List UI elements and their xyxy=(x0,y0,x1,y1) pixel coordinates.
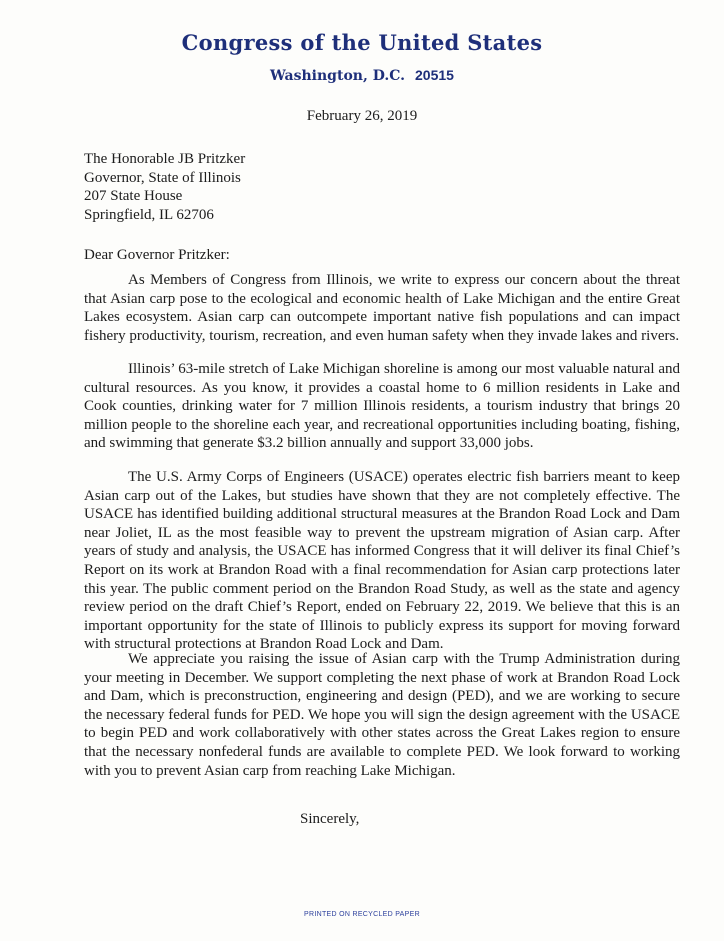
recipient-address xyxy=(84,150,245,224)
body-paragraph-1: As Members of Congress from Illinois, we write to express our concern about the threat that Asian carp pose to the ecological and economic health of Lake Michigan and the entire Great Lakes ecosystem. Asian carp can outcompete important native fish populations and can impact fishery productivity, tourism, recreation, and even human safety when they invade lakes and rivers. xyxy=(84,272,680,344)
body-paragraph-2: Illinois’ 63-mile stretch of Lake Michigan shoreline is among our most valuable natural and cultural resources. As you know, it provides a coastal home to 6 million residents in Lake and Cook counties, drinking water for 7 million Illinois residents, a tourism industry that brings 20 million people to the shoreline each year, and recreational opportunities including boating, fishing, and swimming that generate $3.2 billion annually and support 33,000 jobs. xyxy=(84,361,680,452)
salutation: Dear Governor Pritzker: xyxy=(84,247,230,263)
letterhead-zip: 20515 xyxy=(415,67,454,83)
recipient-name: The Honorable JB Pritzker xyxy=(84,151,246,167)
letter-date: February 26, 2019 xyxy=(306,108,418,124)
body-paragraph-4: We appreciate you raising the issue of Asian carp with the Trump Administration during your meeting in December. We support completing the next phase of work at Brandon Road Lock and Dam, which is preconstruction, engineering and design (PED), and we are working to secure the necessary federal funds for PED. We hope you will sign the design agreement with the USACE to begin PED and work collaboratively with other states across the Great Lakes region to ensure that the necessary nonfederal funds are available to complete PED. We look forward to working with you to prevent Asian carp from reaching Lake Michigan. xyxy=(84,651,680,779)
recipient-title: Governor, State of Illinois xyxy=(84,169,241,186)
recycled-paper-footer: PRINTED ON RECYCLED PAPER xyxy=(304,911,420,918)
letterhead-city: Washington, D.C. xyxy=(270,68,405,84)
body-paragraph-3: The U.S. Army Corps of Engineers (USACE) operates electric fish barriers meant to keep Asian carp out of the Lakes, but studies have shown that they are not completely effective. The USACE has identified building additional structural measures at the Brandon Road Lock and Dam near Joliet, IL as the most feasible way to prevent the upstream migration of Asian carp. After years of study and analysis, the USACE has informed Congress that it will deliver its final Chief’s Report on its work at Brandon Road with a final recommendation for Asian carp protections later this year. The public comment period on the Brandon Road Study, as well as the state and agency review period on the draft Chief’s Report, ended on February 22, 2019. We believe that this is an important opportunity for the state of Illinois to publicly express its support for moving forward with structural protections at Brandon Road Lock and Dam. xyxy=(84,469,680,653)
letterhead-title: Congress of the United States xyxy=(181,30,543,55)
letterhead-address xyxy=(0,67,724,84)
recipient-street: 207 State House xyxy=(84,188,183,204)
recipient-city: Springfield, IL 62706 xyxy=(84,206,214,223)
closing: Sincerely, xyxy=(300,811,360,827)
